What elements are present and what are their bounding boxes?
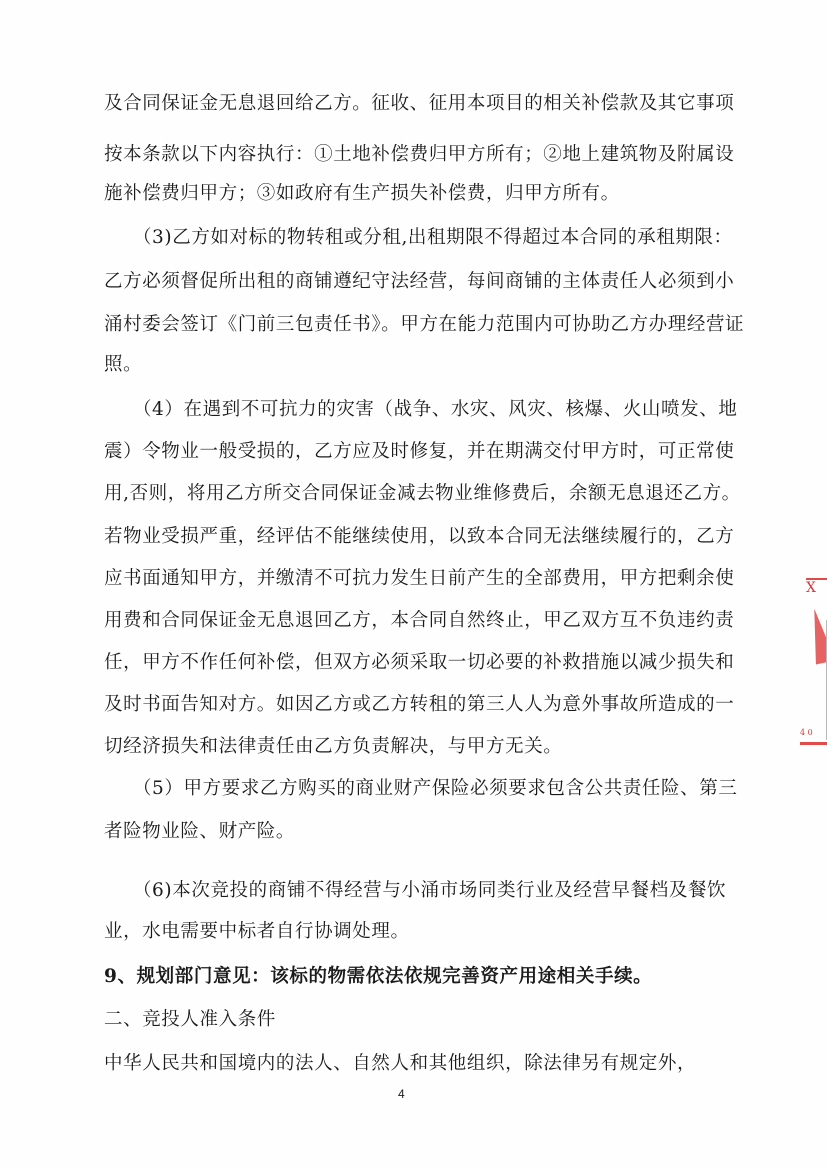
section-9-heading: 9、规划部门意见：该标的物需依法依规完善资产用途相关手续。 — [104, 966, 653, 987]
text-line: 业，水电需要中标者自行协调处理。 — [104, 921, 410, 942]
red-seal-stamp — [800, 578, 827, 748]
text-line: 照。 — [104, 354, 143, 375]
star-icon — [805, 607, 827, 665]
page-number: 4 — [398, 1087, 405, 1101]
text-line: 中华人民共和国境内的法人、自然人和其他组织，除法律另有规定外， — [104, 1053, 697, 1074]
text-line: 若物业受损严重，经评估不能继续使用，以致本合同无法继续履行的，乙方 — [104, 526, 735, 547]
clause-6-line: （6)本次竞投的商铺不得经营与小涌市场同类行业及经营早餐档及餐饮 — [104, 880, 727, 901]
text-line: 用,否则，将用乙方所交合同保证金减去物业维修费后，余额无息退还乙方。 — [104, 483, 741, 504]
text-line: 及时书面告知对方。如因乙方或乙方转租的第三人人为意外事故所造成的一 — [104, 694, 735, 715]
text-line: 切经济损失和法律责任由乙方负责解决，与甲方无关。 — [104, 736, 563, 757]
clause-4-line: （4）在遇到不可抗力的灾害（战争、水灾、风灾、核爆、火山喷发、地 — [104, 399, 738, 420]
clause-3-line: （3)乙方如对标的物转租或分租,出租期限不得超过本合同的承租期限： — [104, 227, 733, 248]
text-line: 及合同保证金无息退回给乙方。征收、征用本项目的相关补偿款及其它事项 — [104, 93, 735, 114]
stamp-text-top: X — [806, 578, 827, 608]
stamp-text-bottom: 4 0 — [800, 728, 827, 745]
section-2-heading: 二、竞投人准入条件 — [104, 1009, 276, 1030]
text-line: 乙方必须督促所出租的商铺遵纪守法经营，每间商铺的主体责任人必须到小 — [104, 271, 735, 292]
text-line: 任，甲方不作任何补偿，但双方必须采取一切必要的补救措施以减少损失和 — [104, 652, 735, 673]
text-line: 施补偿费归甲方；③如政府有生产损失补偿费，归甲方所有。 — [104, 183, 620, 204]
text-line: 应书面通知甲方，并缴清不可抗力发生日前产生的全部费用，甲方把剩余使 — [104, 568, 735, 589]
clause-5-line: （5）甲方要求乙方购买的商业财产保险必须要求包含公共责任险、第三 — [104, 778, 738, 799]
text-line: 按本条款以下内容执行：①土地补偿费归甲方所有；②地上建筑物及附属设 — [104, 144, 735, 165]
text-line: 者险物业险、财产险。 — [104, 821, 296, 842]
text-line: 震）令物业一般受损的，乙方应及时修复，并在期满交付甲方时，可正常使 — [104, 441, 735, 462]
text-line: 涌村委会签订《门前三包责任书》。甲方在能力范围内可协助乙方办理经营证 — [104, 314, 745, 335]
text-line: 用费和合同保证金无息退回乙方，本合同自然终止，甲乙双方互不负违约责 — [104, 610, 735, 631]
